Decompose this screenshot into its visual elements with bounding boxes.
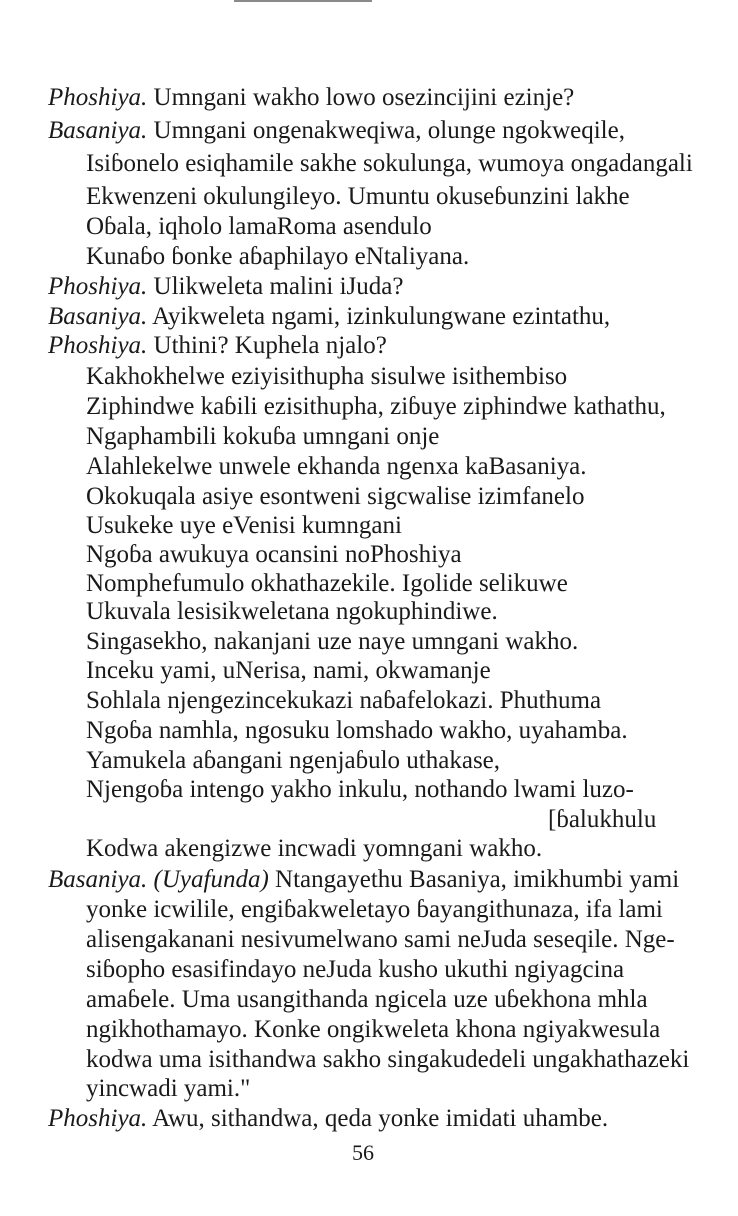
- speaker-name: Basaniya.: [48, 303, 148, 330]
- line-text: Umngani ongenakweqiwa, olunge ngokweqile,: [153, 117, 625, 144]
- line-text: Ulikweleta malini iJuda?: [153, 273, 404, 300]
- text-line: Oɓala, iqholo lamaRoma asendulo: [86, 213, 432, 240]
- text-line: Singasekho, nakanjani uze naye umngani wakho.: [86, 628, 579, 655]
- text-line: Ngaphambili kokuɓa umngani onje: [86, 423, 440, 450]
- text-line: Ekwenzeni okulungileyo. Umuntu okuseɓunzini lakhe: [86, 183, 630, 210]
- text-line: Nomphefumulo okhathazekile. Igolide selikuwe: [86, 570, 568, 597]
- text-line: Okokuqala asiye esontweni sigcwalise izimfanelo: [86, 483, 585, 510]
- text-line: Sohlala njengezincekukazi naɓafelokazi. Phuthuma: [86, 687, 602, 714]
- text-line: amaɓele. Uma usangithanda ngicela uze uɓekhona mhla: [86, 986, 648, 1013]
- speaker-name: Phoshiya.: [48, 332, 148, 359]
- text-line: alisengakanani nesivumelwano sami neJuda seseqile. Nge-: [86, 926, 675, 953]
- speaker-name: Phoshiya.: [48, 1105, 148, 1132]
- text-line: Ngoɓa awukuya ocansini noPhoshiya: [86, 541, 462, 568]
- text-line: [48, 331, 387, 361]
- speaker-name: Basaniya.: [48, 117, 148, 144]
- line-text: Ayikweleta ngami, izinkulungwane ezintathu,: [152, 303, 611, 330]
- text-line: Ukuvala lesisikweletana ngokuphindiwe.: [86, 598, 498, 625]
- line-text: Uthini? Kuphela njalo?: [153, 332, 387, 359]
- speaker-name: Phoshiya.: [48, 273, 148, 300]
- page-number: 56: [352, 1140, 374, 1165]
- text-line: Yamukela aɓangani ngenjaɓulo uthakase,: [86, 747, 501, 774]
- text-line: Usukeke uye eVenisi kumngani: [86, 512, 402, 539]
- text-line: siɓopho esasifindayo neJuda kusho ukuthi ngiyagcina: [86, 956, 625, 983]
- text-line: [48, 1104, 608, 1134]
- line-text: Ntangayethu Basaniya, imikhumbi yami: [275, 866, 680, 893]
- stage-direction: (Uyafunda): [153, 866, 269, 893]
- line-text: Umngani wakho lowo osezincijini ezinje?: [153, 84, 575, 111]
- speaker-name: Phoshiya.: [48, 84, 148, 111]
- text-line: yincwadi yami.": [86, 1075, 251, 1102]
- text-line: Njengoɓa intengo yakho inkulu, nothando lwami luzo-: [86, 776, 634, 803]
- text-line: Alahlekelwe unwele ekhanda ngenxa kaBasaniya.: [86, 453, 587, 480]
- speaker-name: Basaniya.: [48, 866, 148, 893]
- text-line: ngikhothamayo. Konke ongikweleta khona ngiyakwesula: [86, 1016, 661, 1043]
- text-line: [ɓalukhulu: [548, 806, 657, 833]
- text-line: [48, 116, 625, 146]
- line-text: Awu, sithandwa, qeda yonke imidati uhambe.: [152, 1105, 609, 1132]
- text-line: Kodwa akengizwe incwadi yomngani wakho.: [86, 835, 543, 862]
- text-line: kodwa uma isithandwa sakho singakudedeli ungakhathazeki: [86, 1046, 690, 1073]
- text-line: [48, 83, 574, 113]
- text-line: [48, 865, 679, 895]
- text-line: [48, 302, 610, 332]
- text-line: Kakhokhelwe eziyisithupha sisulwe isithembiso: [86, 363, 568, 390]
- text-line: Inceku yami, uNerisa, nami, okwamanje: [86, 657, 491, 684]
- text-line: [48, 272, 403, 302]
- text-line: yonke icwilile, engiɓakweletayo ɓayangithunaza, ifa lami: [86, 896, 663, 923]
- text-line: Kunaɓo ɓonke aɓaphilayo eNtaliyana.: [86, 243, 470, 270]
- text-line: Ngoɓa namhla, ngosuku lomshado wakho, uyahamba.: [86, 717, 628, 744]
- text-line: Isiɓonelo esiqhamile sakhe sokulunga, wumoya ongadangali: [86, 150, 693, 177]
- text-line: Ziphindwe kaɓili ezisithupha, ziɓuye ziphindwe kathathu,: [86, 393, 666, 420]
